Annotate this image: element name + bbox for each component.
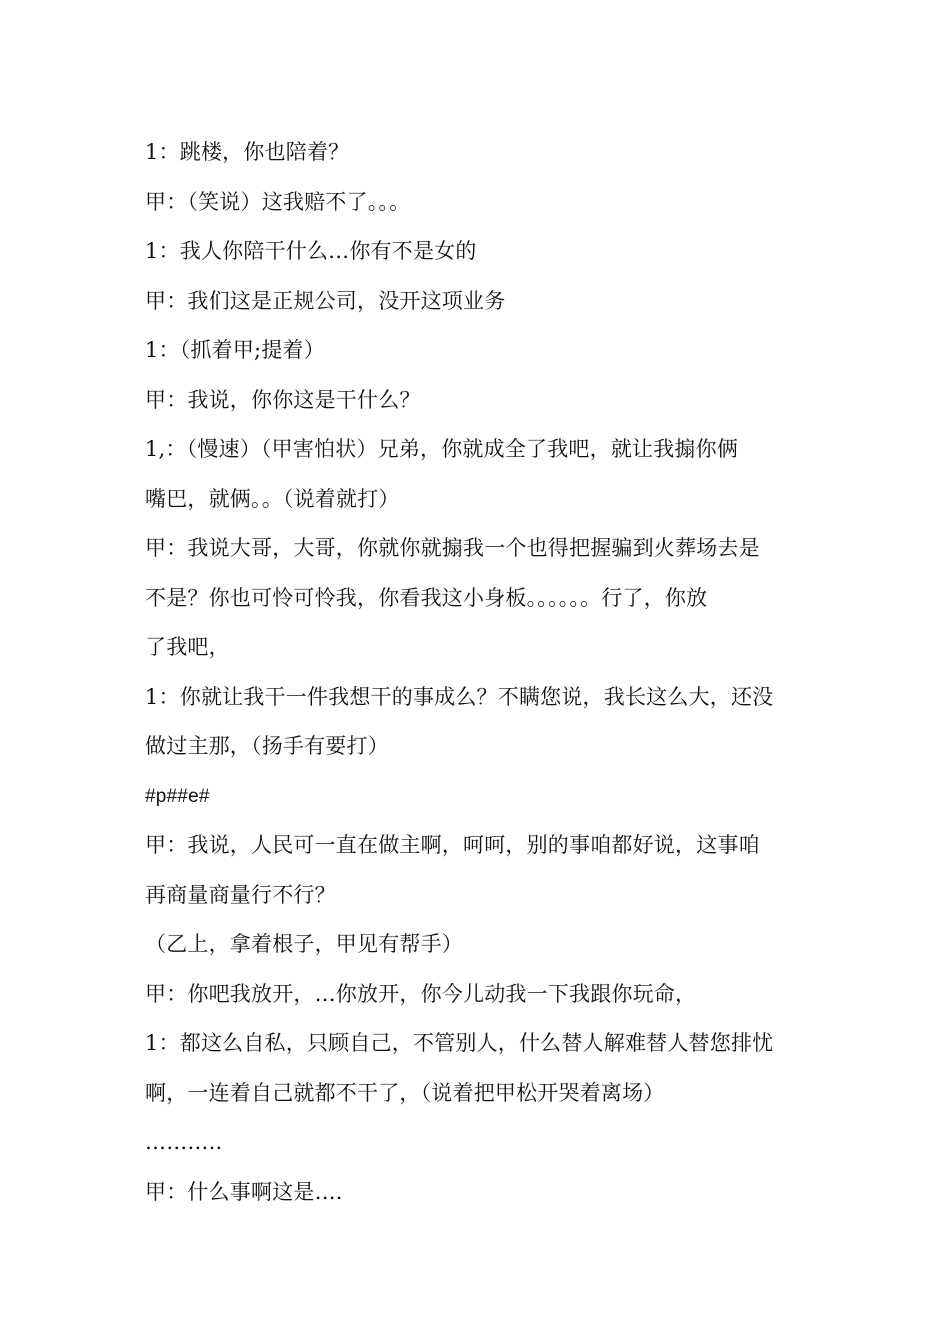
- text-line: 不是？你也可怜可怜我，你看我这小身板。。。。。。行了，你放: [145, 585, 708, 610]
- text-line: 甲：我说，你你这是干什么？: [145, 387, 421, 412]
- text-line: 嘴巴，就俩。。（说着就打）: [145, 486, 400, 511]
- text-line: 啊，一连着自己就都不干了，（说着把甲松开哭着离场）: [145, 1080, 665, 1105]
- text-line: 了我吧，: [145, 635, 230, 659]
- text-line: 再商量商量行不行？: [145, 882, 336, 907]
- text-line: 甲：你吧我放开，…你放开，你今儿动我一下我跟你玩命，: [145, 981, 697, 1006]
- text-line: 1：跳楼，你也陪着？: [145, 140, 350, 164]
- text-line: 1,：（慢速）（甲害怕状）兄弟，你就成全了我吧，就让我搧你俩: [145, 437, 739, 461]
- text-line: 1：（抓着甲;提着）: [145, 338, 325, 362]
- text-line: 1：都这么自私，只顾自己，不管别人，什么替人解难替人替您排忧: [145, 1031, 774, 1055]
- text-line: 甲：（笑说）这我赔不了。。。: [145, 189, 411, 214]
- text-line: 1：我人你陪干什么…你有不是女的: [145, 239, 477, 263]
- ellipsis-line: ………..: [145, 1130, 223, 1154]
- stage-direction: （乙上，拿着根子，甲见有帮手）: [145, 932, 463, 956]
- text-line: 甲：我说大哥，大哥，你就你就搧我一个也得把握骗到火葬场去是: [145, 536, 760, 560]
- separator-marker: #p##e#: [145, 785, 210, 807]
- text-line: 做过主那，（扬手有要打）: [145, 734, 389, 758]
- script-text: [145, 128, 810, 1217]
- text-line: 甲：我说，人民可一直在做主啊，呵呵，别的事咱都好说，这事咱: [145, 833, 760, 857]
- text-line: 甲：我们这是正规公司，没开这项业务: [145, 288, 506, 313]
- text-line: 1：你就让我干一件我想干的事成么？不瞒您说，我长这么大，还没: [145, 684, 774, 709]
- text-line: 甲：什么事啊这是….: [145, 1179, 343, 1204]
